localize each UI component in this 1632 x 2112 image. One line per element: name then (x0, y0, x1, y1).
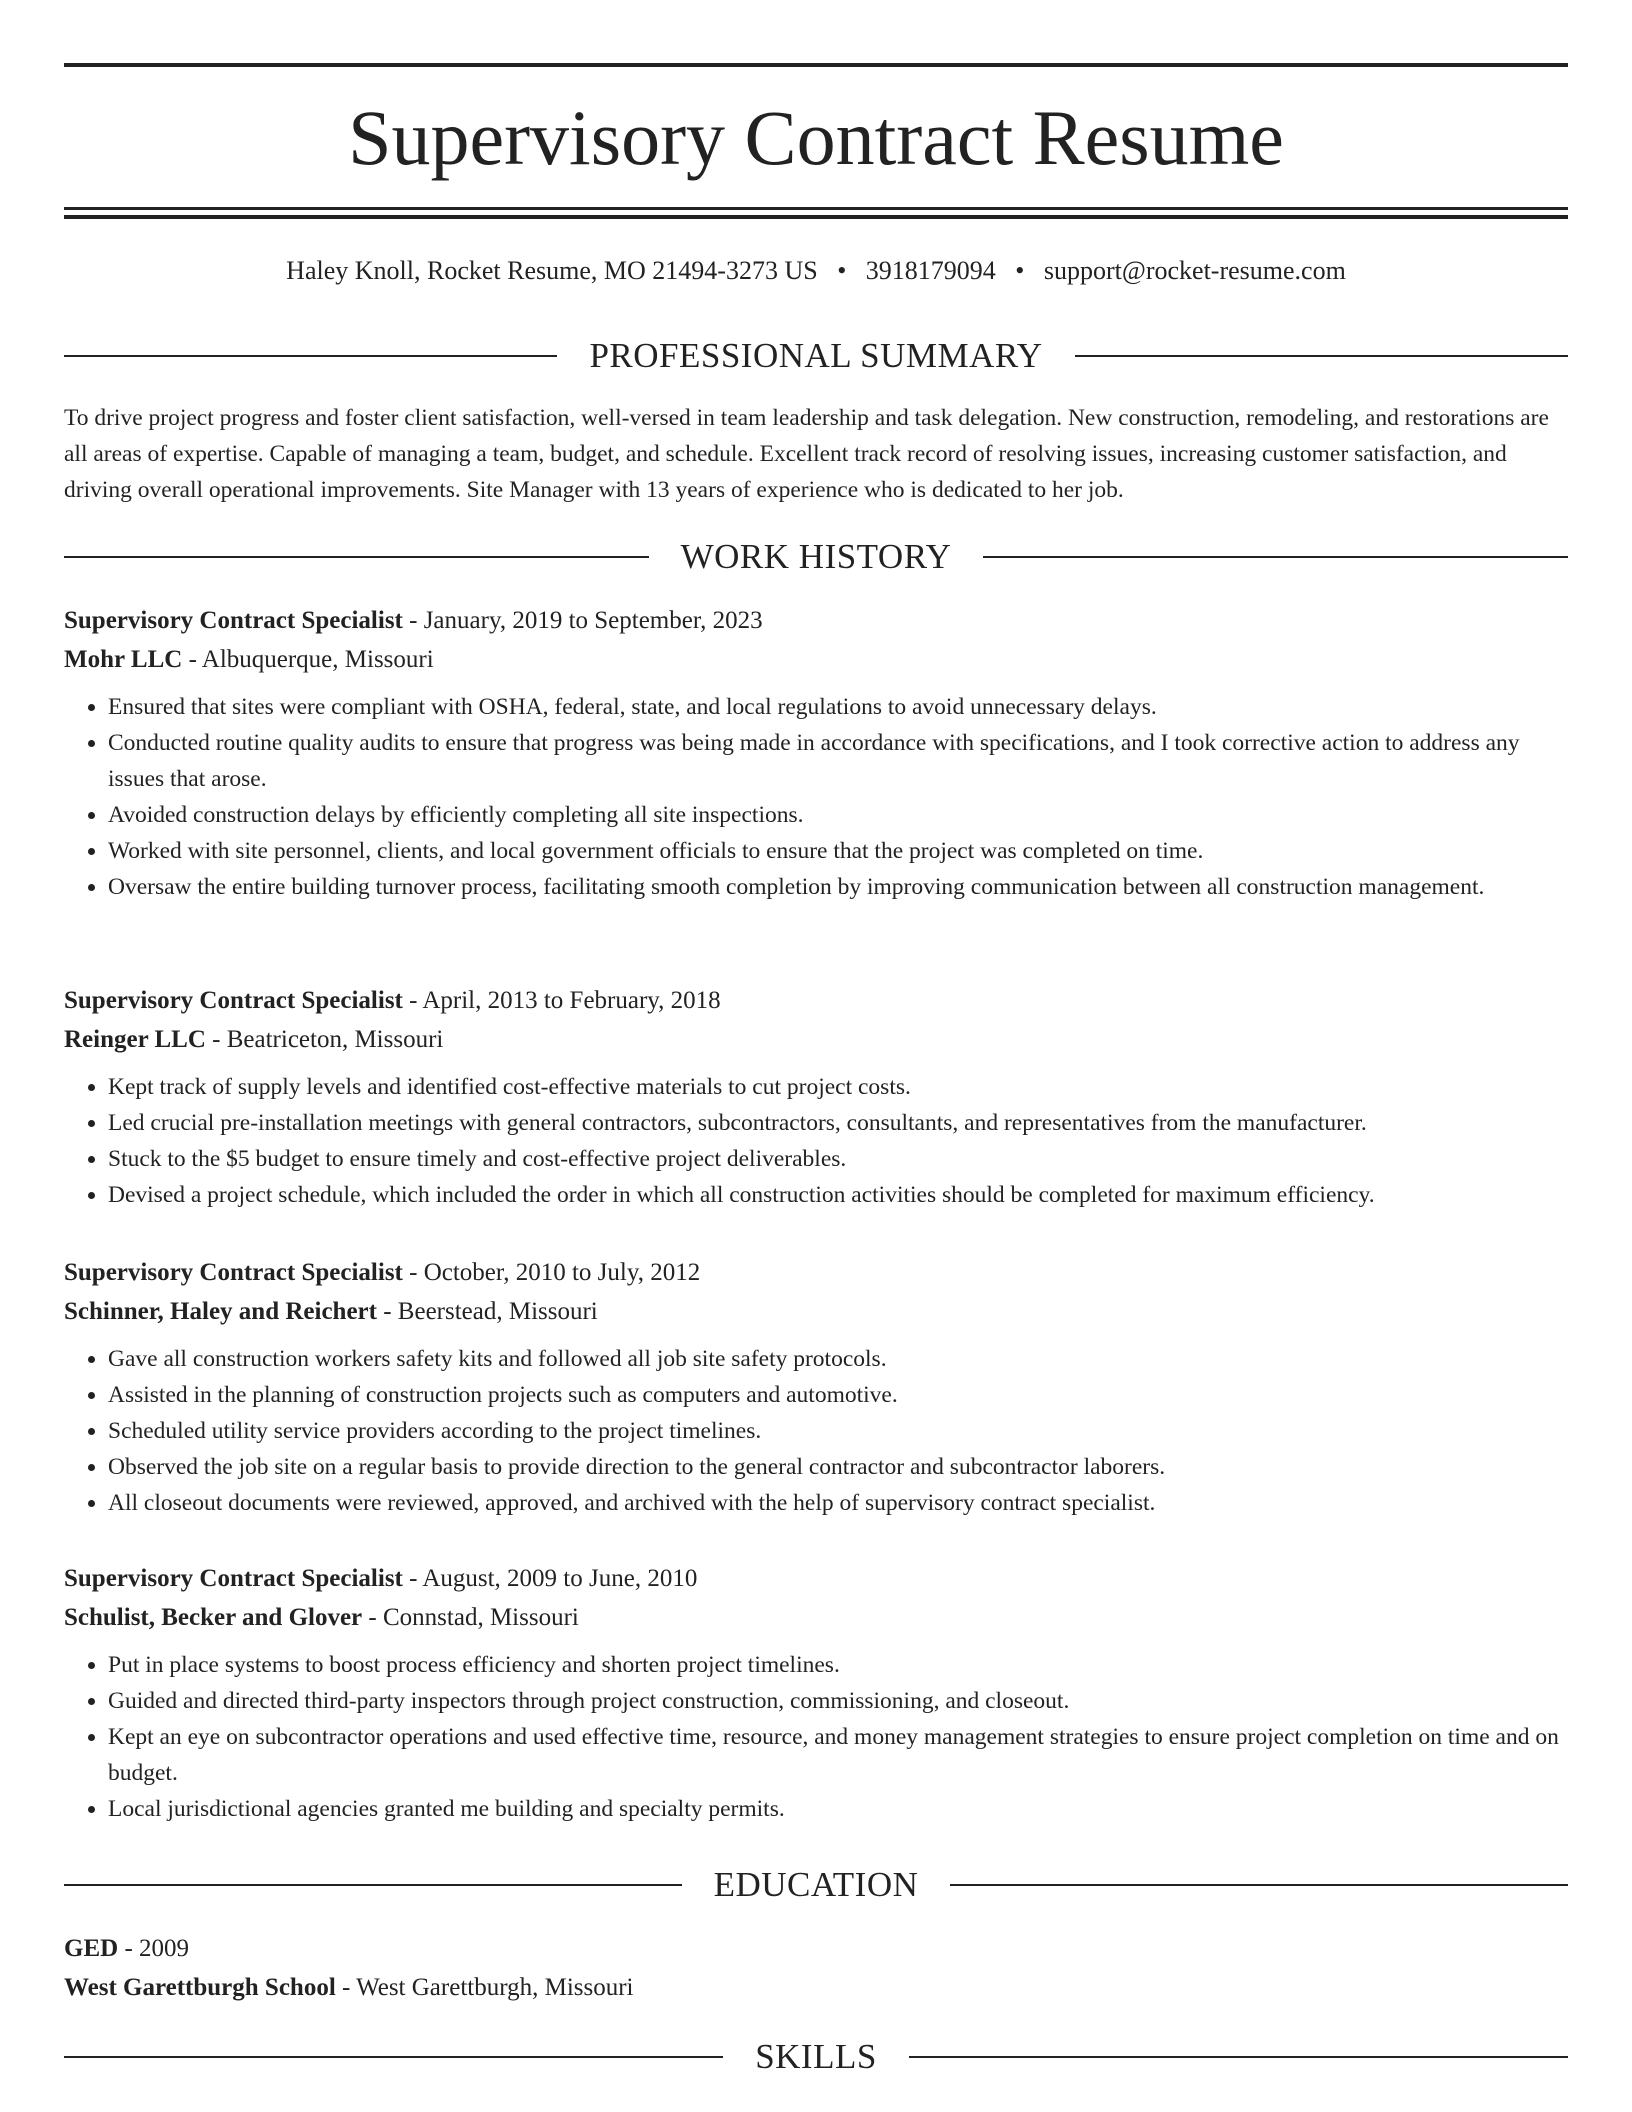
section-heading-skills (64, 2037, 1568, 2077)
job-company: Schulist, Becker and Glover (64, 1604, 363, 1631)
job-role-line (64, 1253, 1568, 1292)
resume-title: Supervisory Contract Resume (348, 94, 1284, 181)
contact-separator: • (837, 256, 847, 285)
heading-rule (909, 2056, 1568, 2058)
job-bullet: • Observed the job site on a regular basis to provide direction to the general contractor and subcontractor laborers. (108, 1449, 1568, 1485)
job-bullet: • Conducted routine quality audits to ensure that progress was being made in accordance with specifications, and I took corrective action to address any issues that arose. (108, 725, 1568, 797)
job-dates: - October, 2010 to July, 2012 (402, 1259, 701, 1286)
heading-rule (950, 1884, 1568, 1886)
job-org-line (64, 1020, 1568, 1059)
job-bullet: • Guided and directed third-party inspectors through project construction, commissioning, and closeout. (108, 1683, 1568, 1719)
job-bullet: • Local jurisdictional agencies granted me building and specialty permits. (108, 1791, 1568, 1827)
section-title: PROFESSIONAL SUMMARY (589, 336, 1043, 375)
job-bullets (64, 1341, 1568, 1521)
job-bullets (64, 1647, 1568, 1827)
job-bullet: • All closeout documents were reviewed, approved, and archived with the help of supervisory contract specialist. (108, 1485, 1568, 1521)
job-company: Reinger LLC (64, 1026, 206, 1053)
section-title: EDUCATION (713, 1865, 919, 1904)
job-bullet: • Worked with site personnel, clients, and local government officials to ensure that the project was completed on time. (108, 833, 1568, 869)
contact-line (64, 253, 1568, 289)
job-org-line (64, 640, 1568, 679)
education-degree: GED (64, 1935, 119, 1962)
job-location: - Beatriceton, Missouri (205, 1026, 444, 1053)
section-heading-education (64, 1865, 1568, 1905)
job-entry (64, 1253, 1568, 1521)
job-bullets (64, 1069, 1568, 1213)
education-entry (64, 1929, 1568, 2007)
job-org-line (64, 1598, 1568, 1637)
education-degree-line (64, 1929, 1568, 1968)
title-rule-lower (64, 215, 1568, 219)
job-role-line (64, 1559, 1568, 1598)
job-entry (64, 601, 1568, 905)
job-bullet: • Scheduled utility service providers according to the project timelines. (108, 1413, 1568, 1449)
job-dates: - August, 2009 to June, 2010 (402, 1565, 698, 1592)
title-rule-upper (64, 207, 1568, 210)
job-role-line (64, 981, 1568, 1020)
job-entry (64, 1559, 1568, 1827)
heading-rule (1075, 355, 1568, 357)
education-school: West Garettburgh School (64, 1974, 336, 2001)
section-heading-summary (64, 336, 1568, 376)
section-title: WORK HISTORY (680, 537, 952, 576)
education-year: - 2009 (118, 1935, 190, 1962)
job-title: Supervisory Contract Specialist (64, 1565, 403, 1592)
job-company: Mohr LLC (64, 646, 183, 673)
heading-rule (64, 556, 649, 558)
job-bullet: • Stuck to the $5 budget to ensure timely and cost-effective project deliverables. (108, 1141, 1568, 1177)
contact-separator: • (1015, 256, 1025, 285)
job-title: Supervisory Contract Specialist (64, 987, 403, 1014)
job-location: - Albuquerque, Missouri (182, 646, 434, 673)
job-bullet: • Gave all construction workers safety kits and followed all job site safety protocols. (108, 1341, 1568, 1377)
section-title: SKILLS (755, 2037, 877, 2076)
job-company: Schinner, Haley and Reichert (64, 1298, 377, 1325)
professional-summary: To drive project progress and foster client satisfaction, well-versed in team leadership and task delegation. New construction, remodeling, and restorations are all areas of expertise. Capable of managing a team, budget, and schedule. Excellent track record of resolving issues, increasing customer satisfaction, and driving overall operational improvements. Site Manager with 13 years of experience who is dedicated to her job. (64, 405, 1549, 503)
job-org-line (64, 1292, 1568, 1331)
job-bullet: • Assisted in the planning of construction projects such as computers and automotive. (108, 1377, 1568, 1413)
section-heading-work-history (64, 537, 1568, 577)
contact-phone: 3918179094 (865, 256, 996, 285)
job-title: Supervisory Contract Specialist (64, 607, 403, 634)
education-school-line (64, 1968, 1568, 2007)
job-title: Supervisory Contract Specialist (64, 1259, 403, 1286)
heading-rule (64, 1884, 682, 1886)
top-rule (64, 63, 1568, 67)
job-location: - Connstad, Missouri (362, 1604, 579, 1631)
heading-rule (64, 2056, 723, 2058)
job-dates: - January, 2019 to September, 2023 (402, 607, 763, 634)
job-bullet: • Led crucial pre-installation meetings with general contractors, subcontractors, consultants, and representatives from the manufacturer. (108, 1105, 1568, 1141)
job-entry (64, 981, 1568, 1213)
contact-email: support@rocket-resume.com (1043, 256, 1346, 285)
job-bullet: • Put in place systems to boost process efficiency and shorten project timelines. (108, 1647, 1568, 1683)
heading-rule (64, 355, 557, 357)
job-bullet: • Oversaw the entire building turnover process, facilitating smooth completion by improving communication between all construction management. (108, 869, 1568, 905)
job-role-line (64, 601, 1568, 640)
heading-rule (983, 556, 1568, 558)
education-location: - West Garettburgh, Missouri (335, 1974, 634, 2001)
job-dates: - April, 2013 to February, 2018 (402, 987, 721, 1014)
job-bullet: • Ensured that sites were compliant with OSHA, federal, state, and local regulations to avoid unnecessary delays. (108, 689, 1568, 725)
job-location: - Beerstead, Missouri (376, 1298, 598, 1325)
job-bullet: • Avoided construction delays by efficiently completing all site inspections. (108, 797, 1568, 833)
job-bullet: • Kept an eye on subcontractor operations and used effective time, resource, and money management strategies to ensure project completion on time and on budget. (108, 1719, 1568, 1791)
job-bullets (64, 689, 1568, 905)
contact-address: Haley Knoll, Rocket Resume, MO 21494-3273 US (286, 256, 818, 285)
job-bullet: • Kept track of supply levels and identified cost-effective materials to cut project costs. (108, 1069, 1568, 1105)
job-bullet: • Devised a project schedule, which included the order in which all construction activities should be completed for maximum efficiency. (108, 1177, 1568, 1213)
